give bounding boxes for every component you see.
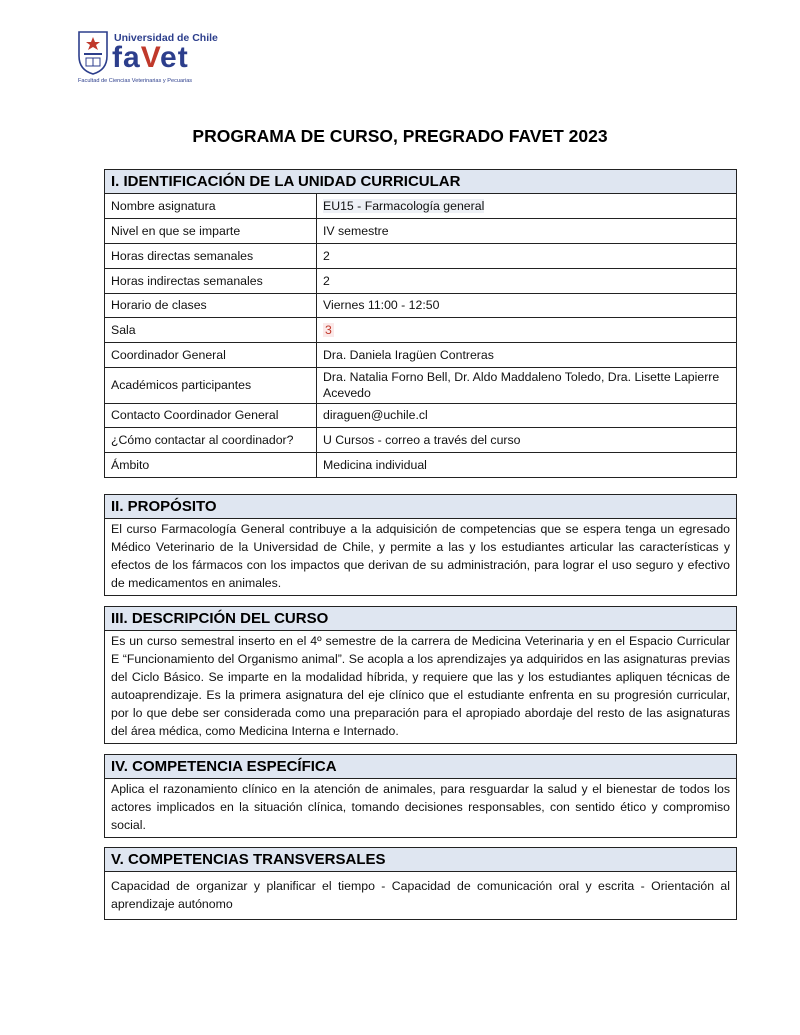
row-value: 2 bbox=[317, 243, 737, 268]
row-value: Dra. Daniela Iragüen Contreras bbox=[317, 342, 737, 367]
row-label: Horario de clases bbox=[105, 293, 317, 317]
section-text: Aplica el razonamiento clínico en la atención de animales, para resguardar la salud y el bienestar de todos los actores implicados en la situación clínica, tomando decisiones responsables, con sentido ético y compromiso social. bbox=[111, 782, 730, 832]
section-heading: V. COMPETENCIAS TRANSVERSALES bbox=[105, 848, 736, 872]
section-text: Es un curso semestral inserto en el 4º semestre de la carrera de Medicina Veterinaria y en el Espacio Curricular E “Funcionamiento del Organismo animal”. Se acopla a los aprendizajes ya adquiridos en las asignaturas previas del Ciclo Básico. Se imparte en la modalidad híbrida, y requiere que las y los estudiantes apliquen técnicas de autoaprendizaje. Es la primera asignatura del eje clínico que el estudiante enfrenta en su progresión curricular, por lo que debe ser considerada como una preparación para el apropiado abordaje del resto de las asignaturas del área médica, como Medicina Interna e Internado. bbox=[111, 634, 730, 738]
row-value: Viernes 11:00 - 12:50 bbox=[317, 293, 737, 317]
table-row bbox=[105, 427, 736, 452]
logo-brand-part-b: et bbox=[160, 41, 189, 74]
table-row bbox=[105, 243, 736, 268]
table-row bbox=[105, 403, 736, 427]
table-row bbox=[105, 367, 736, 403]
section-text: El curso Farmacología General contribuye a la adquisición de competencias que se espera tenga un egresado Médico Veterinario de la Universidad de Chile, y permite a las y los estudiantes articular las características y efectos de los fármacos con los impactos que derivan de su administración, para lograr el uso seguro y efectivo de medicamentos en animales. bbox=[111, 522, 730, 590]
logo-faculty-subtitle: Facultad de Ciencias Veterinarias y Pecuarias bbox=[78, 78, 193, 84]
table-row bbox=[105, 218, 736, 243]
page-title: PROGRAMA DE CURSO, PREGRADO FAVET 2023 bbox=[192, 126, 608, 146]
row-value: Medicina individual bbox=[317, 452, 737, 477]
row-label: Coordinador General bbox=[105, 342, 317, 367]
row-value bbox=[317, 194, 737, 218]
row-label: ¿Cómo contactar al coordinador? bbox=[105, 427, 317, 452]
logo-university-name: Universidad de Chile bbox=[114, 32, 218, 44]
university-shield-icon bbox=[76, 28, 110, 76]
row-value: U Cursos - correo a través del curso bbox=[317, 427, 737, 452]
table-row bbox=[105, 452, 736, 477]
section-heading: II. PROPÓSITO bbox=[105, 495, 736, 519]
favet-logo bbox=[76, 26, 236, 88]
row-value bbox=[317, 317, 737, 342]
identification-table bbox=[105, 194, 736, 477]
row-value: 2 bbox=[317, 268, 737, 293]
section-heading: I. IDENTIFICACIÓN DE LA UNIDAD CURRICULAR bbox=[105, 170, 736, 194]
table-row bbox=[105, 317, 736, 342]
table-row bbox=[105, 293, 736, 317]
row-label: Sala bbox=[105, 317, 317, 342]
section-competencia-especifica bbox=[104, 754, 737, 838]
row-label: Ámbito bbox=[105, 452, 317, 477]
row-value: diraguen@uchile.cl bbox=[317, 403, 737, 427]
section-heading: IV. COMPETENCIA ESPECÍFICA bbox=[105, 755, 736, 779]
row-label: Nombre asignatura bbox=[105, 194, 317, 218]
row-label: Horas indirectas semanales bbox=[105, 268, 317, 293]
row-label: Nivel en que se imparte bbox=[105, 218, 317, 243]
section-identificacion bbox=[104, 169, 737, 478]
section-descripcion bbox=[104, 606, 737, 744]
table-row bbox=[105, 194, 736, 218]
table-row bbox=[105, 342, 736, 367]
section-text: Capacidad de organizar y planificar el tiempo - Capacidad de comunicación oral y escrita - Orientación al aprendizaje autónomo bbox=[111, 879, 730, 911]
row-label: Horas directas semanales bbox=[105, 243, 317, 268]
course-name-value: EU15 - Farmacología general bbox=[323, 198, 485, 213]
logo-brand-part-a: fa bbox=[112, 41, 141, 74]
room-value: 3 bbox=[325, 322, 332, 337]
row-label: Académicos participantes bbox=[105, 367, 317, 403]
row-label: Contacto Coordinador General bbox=[105, 403, 317, 427]
logo-brand-part-v: V bbox=[140, 41, 161, 74]
table-row bbox=[105, 268, 736, 293]
section-competencias-transversales bbox=[104, 847, 737, 920]
section-proposito bbox=[104, 494, 737, 596]
logo-brand-text bbox=[112, 42, 189, 74]
section-heading: III. DESCRIPCIÓN DEL CURSO bbox=[105, 607, 736, 631]
row-value: IV semestre bbox=[317, 218, 737, 243]
row-value: Dra. Natalia Forno Bell, Dr. Aldo Maddaleno Toledo, Dra. Lisette Lapierre Acevedo bbox=[317, 367, 737, 403]
